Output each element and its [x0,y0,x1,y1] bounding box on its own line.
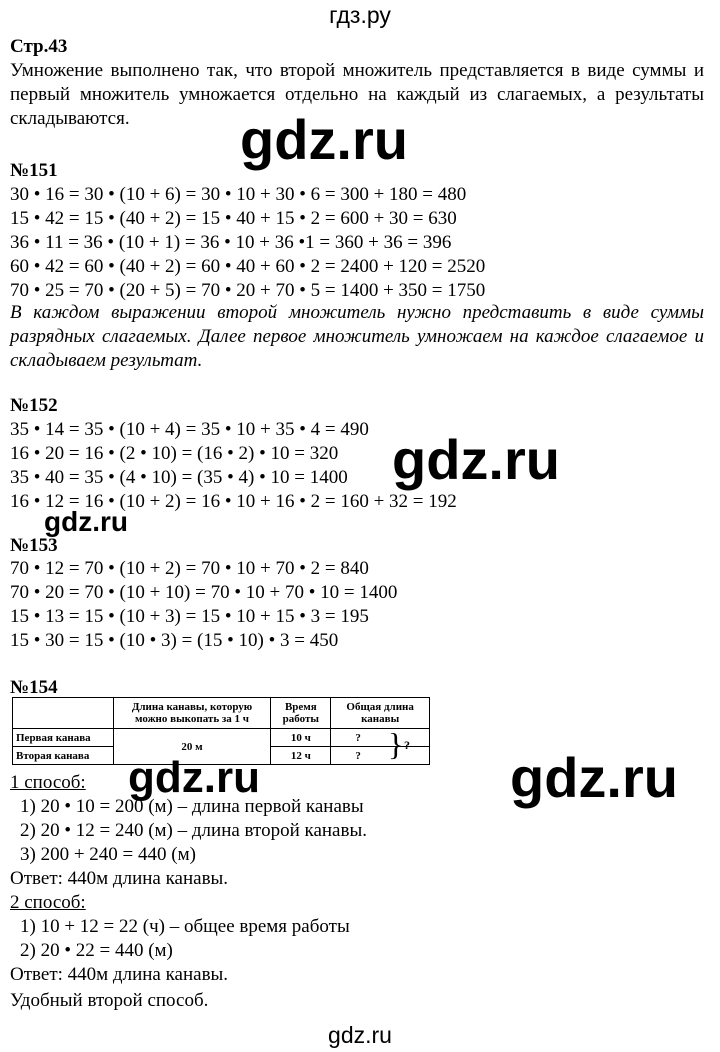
watermark: gdz.ru [44,506,128,537]
method-2-step: 1) 10 + 12 = 22 (ч) – общее время работы [20,916,350,937]
ex153-line: 15 • 13 = 15 • (10 + 3) = 15 • 10 + 15 • 3 = 195 [10,606,369,627]
method-2-title: 2 способ: [10,892,86,913]
site-header: гдз.ру [329,2,391,28]
table-total-question: ? [355,731,361,744]
table-row-label: Вторая канава [13,747,114,765]
method-1-step: 2) 20 • 12 = 240 (м) – длина второй канавы. [20,820,367,841]
method-1-step: 3) 200 + 240 = 440 (м) [20,844,196,865]
brace-icon: } [388,726,404,762]
table-rate-value: 20 м [113,729,271,765]
ex153-line: 15 • 30 = 15 • (10 • 3) = (15 • 10) • 3 = 450 [10,630,339,651]
ex152-line: 16 • 12 = 16 • (10 + 2) = 16 • 10 + 16 • 2 = 160 + 32 = 192 [10,491,457,512]
ex151-line: 36 • 11 = 36 • (10 + 1) = 36 • 10 + 36 •1 = 360 + 36 = 396 [10,232,452,253]
ex152-line: 16 • 20 = 16 • (2 • 10) = (16 • 2) • 10 = 320 [10,443,339,464]
ex152-line: 35 • 14 = 35 • (10 + 4) = 35 • 10 + 35 • 4 = 490 [10,419,369,440]
method-1-title: 1 способ: [10,772,86,793]
method-1-answer: Ответ: 440м длина канавы. [10,868,229,889]
exercise-151-title: №151 [10,160,58,181]
exercise-154-title: №154 [10,677,58,698]
table-row-label: Первая канава [13,729,114,747]
ex151-line: 70 • 25 = 70 • (20 + 5) = 70 • 20 + 70 • 5 = 1400 + 350 = 1750 [10,280,486,301]
ex152-line: 35 • 40 = 35 • (4 • 10) = (35 • 4) • 10 = 1400 [10,467,348,488]
ex151-line: 30 • 16 = 30 • (10 + 6) = 30 • 10 + 30 • 6 = 300 + 180 = 480 [10,184,467,205]
method-1-step: 1) 20 • 10 = 200 (м) – длина первой канавы [20,796,364,817]
ex153-line: 70 • 12 = 70 • (10 + 2) = 70 • 10 + 70 • 2 = 840 [10,558,369,579]
intro-paragraph: Умножение выполнено так, что второй множитель представляется в виде суммы и первый множитель умножается отдельно на каждый из слагаемых, а результаты складываются. [10,60,704,129]
table-header-empty [13,698,114,729]
method-2-step: 2) 20 • 22 = 440 (м) [20,940,173,961]
table-time-value: 10 ч [271,729,331,747]
table-total-value [331,729,430,747]
method-2-answer: Ответ: 440м длина канавы. [10,964,229,985]
watermark: gdz.ru [392,428,560,491]
page-label: Стр.43 [10,36,68,57]
table-total-question: ? [355,749,361,762]
conclusion: Удобный второй способ. [10,990,209,1011]
ex153-line: 70 • 20 = 70 • (10 + 10) = 70 • 10 + 70 • 10 = 1400 [10,582,398,603]
table-time-value: 12 ч [271,747,331,765]
watermark: gdz.ru [240,108,408,171]
watermark: gdz.ru [128,753,260,802]
table-total-value [331,747,430,765]
site-footer: gdz.ru [328,1022,392,1048]
table-header-rate: Длина канавы, которую можно выкопать за 1 ч [113,698,271,729]
table-header-total: Общая длина канавы [331,698,430,729]
brace-label: ? [404,738,410,752]
ex151-note: В каждом выражении второй множитель нужно представить в виде суммы разрядных слагаемых. Далее первое множитель умножаем на каждое слагаемое и складываем результат. [10,302,704,371]
watermark: gdz.ru [510,746,678,809]
ex151-line: 60 • 42 = 60 • (40 + 2) = 60 • 40 + 60 • 2 = 2400 + 120 = 2520 [10,256,486,277]
exercise-152-title: №152 [10,395,58,416]
exercise-153-title: №153 [10,535,58,556]
ex151-line: 15 • 42 = 15 • (40 + 2) = 15 • 40 + 15 • 2 = 600 + 30 = 630 [10,208,457,229]
table-header-time: Время работы [271,698,331,729]
